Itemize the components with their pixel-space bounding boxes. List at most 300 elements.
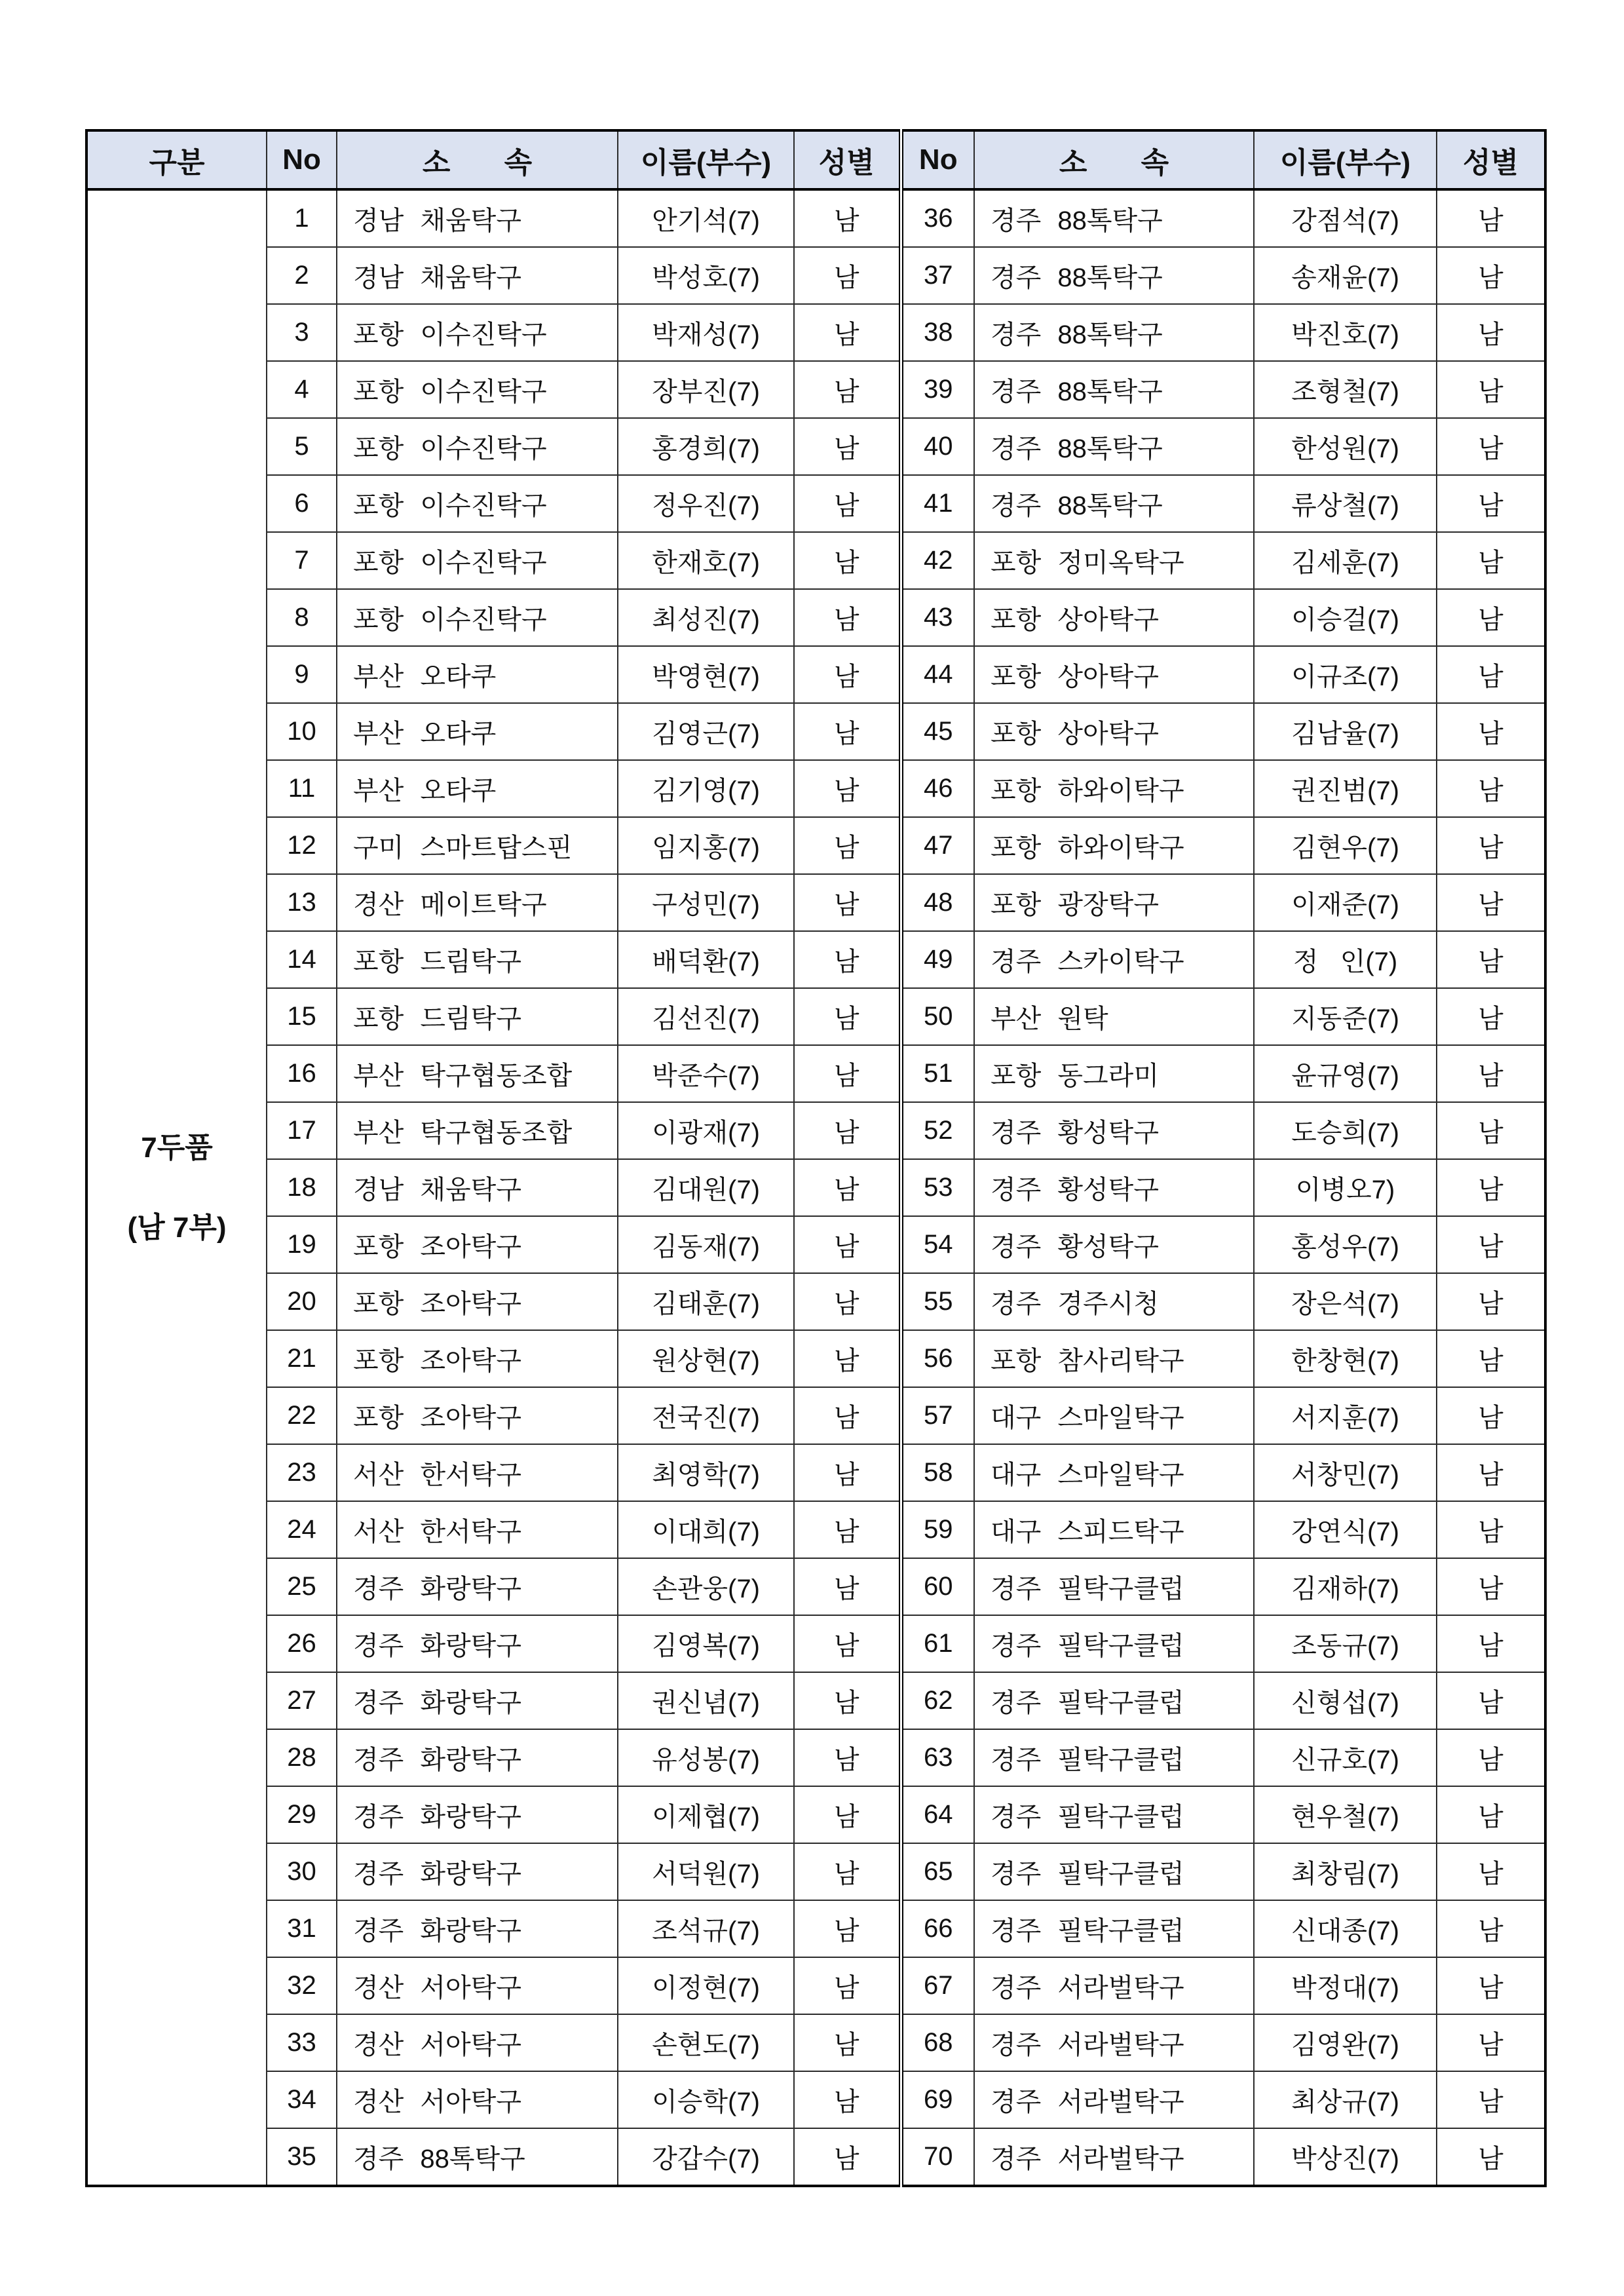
- player-name: 지동준(7): [1254, 988, 1437, 1045]
- player-name: 이재준(7): [1254, 874, 1437, 931]
- row-number: 15: [267, 988, 337, 1045]
- row-number: 47: [901, 817, 974, 874]
- gender-cell: 남: [794, 2128, 901, 2186]
- table-row: [86, 1558, 1545, 1615]
- row-number: 60: [901, 1558, 974, 1615]
- affiliation-cell: 경주 88톡탁구: [974, 189, 1254, 247]
- affiliation-cell: 포항 상아탁구: [974, 703, 1254, 760]
- row-number: 44: [901, 646, 974, 703]
- gender-cell: 남: [794, 418, 901, 475]
- player-name: 김영근(7): [618, 703, 794, 760]
- gender-cell: 남: [794, 589, 901, 646]
- table-row: [86, 247, 1545, 304]
- row-number: 8: [267, 589, 337, 646]
- table-row: [86, 1330, 1545, 1387]
- gender-cell: 남: [1437, 988, 1545, 1045]
- affiliation-cell: 경주 필탁구클럽: [974, 1615, 1254, 1672]
- gender-cell: 남: [794, 1786, 901, 1843]
- table-row: [86, 931, 1545, 988]
- row-number: 1: [267, 189, 337, 247]
- player-name: 송재윤(7): [1254, 247, 1437, 304]
- row-number: 13: [267, 874, 337, 931]
- player-name: 권진범(7): [1254, 760, 1437, 817]
- player-name: 조석규(7): [618, 1900, 794, 1957]
- row-number: 33: [267, 2014, 337, 2071]
- player-name: 신형섭(7): [1254, 1672, 1437, 1729]
- category-cell: [86, 189, 267, 2186]
- gender-cell: 남: [1437, 1330, 1545, 1387]
- affiliation-cell: 경주 화랑탁구: [337, 1558, 618, 1615]
- player-name: 이제협(7): [618, 1786, 794, 1843]
- gender-cell: 남: [1437, 532, 1545, 589]
- table-row: [86, 1102, 1545, 1159]
- player-name: 홍경희(7): [618, 418, 794, 475]
- row-number: 41: [901, 475, 974, 532]
- table-row: [86, 189, 1545, 247]
- row-number: 4: [267, 361, 337, 418]
- player-name: 윤규영(7): [1254, 1045, 1437, 1102]
- affiliation-cell: 경주 황성탁구: [974, 1102, 1254, 1159]
- player-name: 권신념(7): [618, 1672, 794, 1729]
- table-row: [86, 1273, 1545, 1330]
- table-row: [86, 361, 1545, 418]
- affiliation-cell: 경주 화랑탁구: [337, 1729, 618, 1786]
- row-number: 11: [267, 760, 337, 817]
- table-row: [86, 2071, 1545, 2128]
- row-number: 36: [901, 189, 974, 247]
- affiliation-cell: 경주 88톡탁구: [974, 304, 1254, 361]
- row-number: 46: [901, 760, 974, 817]
- table-row: [86, 1672, 1545, 1729]
- affiliation-cell: 포항 상아탁구: [974, 646, 1254, 703]
- table-row: [86, 589, 1545, 646]
- affiliation-cell: 경주 경주시청: [974, 1273, 1254, 1330]
- player-name: 김기영(7): [618, 760, 794, 817]
- header-category: 구분: [86, 130, 267, 189]
- player-name: 강갑수(7): [618, 2128, 794, 2186]
- row-number: 55: [901, 1273, 974, 1330]
- player-name: 김대원(7): [618, 1159, 794, 1216]
- player-name: 도승희(7): [1254, 1102, 1437, 1159]
- header-gender-left: 성별: [794, 130, 901, 189]
- player-name: 김현우(7): [1254, 817, 1437, 874]
- affiliation-cell: 포항 조아탁구: [337, 1330, 618, 1387]
- affiliation-cell: 포항 하와이탁구: [974, 760, 1254, 817]
- gender-cell: 남: [1437, 2128, 1545, 2186]
- row-number: 43: [901, 589, 974, 646]
- row-number: 68: [901, 2014, 974, 2071]
- player-name: 이승걸(7): [1254, 589, 1437, 646]
- gender-cell: 남: [1437, 1501, 1545, 1558]
- affiliation-cell: 경주 88톡탁구: [974, 361, 1254, 418]
- gender-cell: 남: [794, 1729, 901, 1786]
- row-number: 34: [267, 2071, 337, 2128]
- row-number: 61: [901, 1615, 974, 1672]
- player-name: 임지홍(7): [618, 817, 794, 874]
- affiliation-cell: 포항 이수진탁구: [337, 361, 618, 418]
- player-name: 최상규(7): [1254, 2071, 1437, 2128]
- affiliation-cell: 경남 채움탁구: [337, 189, 618, 247]
- affiliation-cell: 대구 스마일탁구: [974, 1387, 1254, 1444]
- gender-cell: 남: [1437, 1786, 1545, 1843]
- gender-cell: 남: [794, 646, 901, 703]
- player-name: 배덕환(7): [618, 931, 794, 988]
- row-number: 12: [267, 817, 337, 874]
- row-number: 40: [901, 418, 974, 475]
- affiliation-cell: 경주 필탁구클럽: [974, 1558, 1254, 1615]
- gender-cell: 남: [1437, 1900, 1545, 1957]
- table-row: [86, 475, 1545, 532]
- table-row: [86, 1786, 1545, 1843]
- row-number: 66: [901, 1900, 974, 1957]
- affiliation-cell: 부산 오타쿠: [337, 760, 618, 817]
- gender-cell: 남: [1437, 703, 1545, 760]
- row-number: 19: [267, 1216, 337, 1273]
- player-name: 구성민(7): [618, 874, 794, 931]
- row-number: 3: [267, 304, 337, 361]
- affiliation-cell: 경주 화랑탁구: [337, 1786, 618, 1843]
- affiliation-cell: 포항 드림탁구: [337, 988, 618, 1045]
- row-number: 35: [267, 2128, 337, 2186]
- player-name: 김재하(7): [1254, 1558, 1437, 1615]
- affiliation-cell: 경주 서라벌탁구: [974, 1957, 1254, 2014]
- gender-cell: 남: [794, 361, 901, 418]
- row-number: 25: [267, 1558, 337, 1615]
- affiliation-cell: 포항 조아탁구: [337, 1216, 618, 1273]
- player-name: 박성호(7): [618, 247, 794, 304]
- row-number: 16: [267, 1045, 337, 1102]
- player-name: 신규호(7): [1254, 1729, 1437, 1786]
- header-row: [86, 130, 1545, 189]
- player-name: 김남율(7): [1254, 703, 1437, 760]
- player-name: 류상철(7): [1254, 475, 1437, 532]
- affiliation-cell: 경산 서아탁구: [337, 1957, 618, 2014]
- row-number: 17: [267, 1102, 337, 1159]
- row-number: 9: [267, 646, 337, 703]
- row-number: 24: [267, 1501, 337, 1558]
- roster-body: [86, 189, 1545, 2186]
- row-number: 23: [267, 1444, 337, 1501]
- table-row: [86, 304, 1545, 361]
- category-title: 7두품: [141, 1131, 213, 1164]
- gender-cell: 남: [794, 1216, 901, 1273]
- affiliation-cell: 경주 필탁구클럽: [974, 1786, 1254, 1843]
- row-number: 32: [267, 1957, 337, 2014]
- row-number: 58: [901, 1444, 974, 1501]
- player-name: 서덕원(7): [618, 1843, 794, 1900]
- player-name: 손현도(7): [618, 2014, 794, 2071]
- gender-cell: 남: [1437, 1729, 1545, 1786]
- table-row: [86, 1159, 1545, 1216]
- gender-cell: 남: [1437, 931, 1545, 988]
- row-number: 62: [901, 1672, 974, 1729]
- table-row: [86, 874, 1545, 931]
- affiliation-cell: 대구 스피드탁구: [974, 1501, 1254, 1558]
- gender-cell: 남: [1437, 418, 1545, 475]
- gender-cell: 남: [1437, 247, 1545, 304]
- row-number: 31: [267, 1900, 337, 1957]
- player-name: 박영현(7): [618, 646, 794, 703]
- row-number: 51: [901, 1045, 974, 1102]
- affiliation-cell: 경주 88톡탁구: [337, 2128, 618, 2186]
- row-number: 57: [901, 1387, 974, 1444]
- gender-cell: 남: [1437, 2014, 1545, 2071]
- player-name: 전국진(7): [618, 1387, 794, 1444]
- player-name: 유성봉(7): [618, 1729, 794, 1786]
- gender-cell: 남: [1437, 189, 1545, 247]
- player-name: 강연식(7): [1254, 1501, 1437, 1558]
- table-row: [86, 1444, 1545, 1501]
- header-affiliation-right: 소 속: [974, 130, 1254, 189]
- row-number: 38: [901, 304, 974, 361]
- header-gender-right: 성별: [1437, 130, 1545, 189]
- gender-cell: 남: [794, 532, 901, 589]
- row-number: 69: [901, 2071, 974, 2128]
- affiliation-cell: 포항 이수진탁구: [337, 532, 618, 589]
- player-name: 김선진(7): [618, 988, 794, 1045]
- row-number: 29: [267, 1786, 337, 1843]
- affiliation-cell: 포항 이수진탁구: [337, 304, 618, 361]
- player-name: 현우철(7): [1254, 1786, 1437, 1843]
- row-number: 67: [901, 1957, 974, 2014]
- affiliation-cell: 경산 서아탁구: [337, 2014, 618, 2071]
- player-name: 이규조(7): [1254, 646, 1437, 703]
- header-no-left: No: [267, 130, 337, 189]
- category-subtitle: (남 7부): [127, 1211, 227, 1244]
- row-number: 10: [267, 703, 337, 760]
- affiliation-cell: 포항 하와이탁구: [974, 817, 1254, 874]
- affiliation-cell: 경주 화랑탁구: [337, 1615, 618, 1672]
- gender-cell: 남: [1437, 361, 1545, 418]
- player-name: 한성원(7): [1254, 418, 1437, 475]
- table-row: [86, 418, 1545, 475]
- gender-cell: 남: [794, 1330, 901, 1387]
- row-number: 48: [901, 874, 974, 931]
- gender-cell: 남: [794, 1387, 901, 1444]
- row-number: 7: [267, 532, 337, 589]
- gender-cell: 남: [794, 1444, 901, 1501]
- player-name: 김영완(7): [1254, 2014, 1437, 2071]
- player-name: 김동재(7): [618, 1216, 794, 1273]
- gender-cell: 남: [794, 475, 901, 532]
- row-number: 28: [267, 1729, 337, 1786]
- header-name-left: 이름(부수): [618, 130, 794, 189]
- gender-cell: 남: [1437, 1273, 1545, 1330]
- table-row: [86, 1615, 1545, 1672]
- player-name: 이광재(7): [618, 1102, 794, 1159]
- affiliation-cell: 포항 드림탁구: [337, 931, 618, 988]
- gender-cell: 남: [794, 760, 901, 817]
- table-row: [86, 703, 1545, 760]
- player-name: 김세훈(7): [1254, 532, 1437, 589]
- table-row: [86, 760, 1545, 817]
- row-number: 26: [267, 1615, 337, 1672]
- player-name: 최성진(7): [618, 589, 794, 646]
- affiliation-cell: 경남 채움탁구: [337, 247, 618, 304]
- row-number: 64: [901, 1786, 974, 1843]
- gender-cell: 남: [794, 1501, 901, 1558]
- gender-cell: 남: [794, 1615, 901, 1672]
- row-number: 39: [901, 361, 974, 418]
- player-name: 김태훈(7): [618, 1273, 794, 1330]
- table-row: [86, 2128, 1545, 2186]
- player-name: 한창현(7): [1254, 1330, 1437, 1387]
- player-name: 박준수(7): [618, 1045, 794, 1102]
- affiliation-cell: 서산 한서탁구: [337, 1444, 618, 1501]
- affiliation-cell: 포항 참사리탁구: [974, 1330, 1254, 1387]
- gender-cell: 남: [794, 931, 901, 988]
- table-row: [86, 988, 1545, 1045]
- affiliation-cell: 경주 황성탁구: [974, 1159, 1254, 1216]
- gender-cell: 남: [794, 1957, 901, 2014]
- table-row: [86, 817, 1545, 874]
- gender-cell: 남: [1437, 2071, 1545, 2128]
- affiliation-cell: 포항 이수진탁구: [337, 589, 618, 646]
- gender-cell: 남: [1437, 1159, 1545, 1216]
- table-row: [86, 2014, 1545, 2071]
- row-number: 6: [267, 475, 337, 532]
- row-number: 5: [267, 418, 337, 475]
- player-name: 박정대(7): [1254, 1957, 1437, 2014]
- affiliation-cell: 경주 필탁구클럽: [974, 1843, 1254, 1900]
- gender-cell: 남: [794, 2014, 901, 2071]
- row-number: 49: [901, 931, 974, 988]
- player-name: 김영복(7): [618, 1615, 794, 1672]
- gender-cell: 남: [794, 1102, 901, 1159]
- affiliation-cell: 대구 스마일탁구: [974, 1444, 1254, 1501]
- gender-cell: 남: [794, 1045, 901, 1102]
- player-name: 한재호(7): [618, 532, 794, 589]
- row-number: 2: [267, 247, 337, 304]
- player-name: 박상진(7): [1254, 2128, 1437, 2186]
- table-row: [86, 1843, 1545, 1900]
- header-name-right: 이름(부수): [1254, 130, 1437, 189]
- row-number: 37: [901, 247, 974, 304]
- row-number: 20: [267, 1273, 337, 1330]
- player-name: 최창림(7): [1254, 1843, 1437, 1900]
- affiliation-cell: 경남 채움탁구: [337, 1159, 618, 1216]
- affiliation-cell: 경산 서아탁구: [337, 2071, 618, 2128]
- affiliation-cell: 부산 오타쿠: [337, 703, 618, 760]
- player-name: 장부진(7): [618, 361, 794, 418]
- player-name: 서지훈(7): [1254, 1387, 1437, 1444]
- gender-cell: 남: [794, 1672, 901, 1729]
- gender-cell: 남: [794, 189, 901, 247]
- player-name: 안기석(7): [618, 189, 794, 247]
- affiliation-cell: 부산 원탁: [974, 988, 1254, 1045]
- affiliation-cell: 포항 이수진탁구: [337, 475, 618, 532]
- table-row: [86, 646, 1545, 703]
- row-number: 63: [901, 1729, 974, 1786]
- affiliation-cell: 포항 정미옥탁구: [974, 532, 1254, 589]
- gender-cell: 남: [794, 2071, 901, 2128]
- affiliation-cell: 경주 화랑탁구: [337, 1843, 618, 1900]
- gender-cell: 남: [794, 874, 901, 931]
- player-name: 이병오7): [1254, 1159, 1437, 1216]
- row-number: 22: [267, 1387, 337, 1444]
- player-name: 박진호(7): [1254, 304, 1437, 361]
- player-name: 박재성(7): [618, 304, 794, 361]
- player-name: 정우진(7): [618, 475, 794, 532]
- row-number: 18: [267, 1159, 337, 1216]
- gender-cell: 남: [1437, 1102, 1545, 1159]
- affiliation-cell: 경주 필탁구클럽: [974, 1729, 1254, 1786]
- row-number: 53: [901, 1159, 974, 1216]
- gender-cell: 남: [794, 247, 901, 304]
- table-row: [86, 1501, 1545, 1558]
- header-affiliation-left: 소 속: [337, 130, 618, 189]
- row-number: 21: [267, 1330, 337, 1387]
- player-name: 조동규(7): [1254, 1615, 1437, 1672]
- player-name: 정 인(7): [1254, 931, 1437, 988]
- gender-cell: 남: [794, 1900, 901, 1957]
- affiliation-cell: 경주 화랑탁구: [337, 1672, 618, 1729]
- gender-cell: 남: [1437, 1672, 1545, 1729]
- gender-cell: 남: [1437, 646, 1545, 703]
- gender-cell: 남: [1437, 1558, 1545, 1615]
- player-name: 이정현(7): [618, 1957, 794, 2014]
- affiliation-cell: 부산 탁구협동조합: [337, 1045, 618, 1102]
- gender-cell: 남: [794, 1273, 901, 1330]
- table-row: [86, 1957, 1545, 2014]
- affiliation-cell: 경주 화랑탁구: [337, 1900, 618, 1957]
- affiliation-cell: 서산 한서탁구: [337, 1501, 618, 1558]
- row-number: 50: [901, 988, 974, 1045]
- gender-cell: 남: [794, 817, 901, 874]
- gender-cell: 남: [1437, 589, 1545, 646]
- table-row: [86, 1729, 1545, 1786]
- row-number: 52: [901, 1102, 974, 1159]
- gender-cell: 남: [1437, 304, 1545, 361]
- player-name: 이승학(7): [618, 2071, 794, 2128]
- affiliation-cell: 경산 메이트탁구: [337, 874, 618, 931]
- affiliation-cell: 경주 88톡탁구: [974, 418, 1254, 475]
- affiliation-cell: 부산 오타쿠: [337, 646, 618, 703]
- gender-cell: 남: [794, 703, 901, 760]
- gender-cell: 남: [1437, 1615, 1545, 1672]
- gender-cell: 남: [1437, 817, 1545, 874]
- gender-cell: 남: [1437, 1843, 1545, 1900]
- gender-cell: 남: [794, 1558, 901, 1615]
- affiliation-cell: 경주 황성탁구: [974, 1216, 1254, 1273]
- affiliation-cell: 포항 조아탁구: [337, 1387, 618, 1444]
- gender-cell: 남: [1437, 1216, 1545, 1273]
- player-name: 최영학(7): [618, 1444, 794, 1501]
- gender-cell: 남: [1437, 874, 1545, 931]
- gender-cell: 남: [1437, 1444, 1545, 1501]
- roster-table: [85, 129, 1547, 2187]
- table-row: [86, 1216, 1545, 1273]
- player-name: 이대희(7): [618, 1501, 794, 1558]
- gender-cell: 남: [794, 1843, 901, 1900]
- affiliation-cell: 구미 스마트탑스핀: [337, 817, 618, 874]
- row-number: 65: [901, 1843, 974, 1900]
- player-name: 손관웅(7): [618, 1558, 794, 1615]
- row-number: 27: [267, 1672, 337, 1729]
- table-row: [86, 532, 1545, 589]
- affiliation-cell: 포항 동그라미: [974, 1045, 1254, 1102]
- header-no-right: No: [901, 130, 974, 189]
- affiliation-cell: 부산 탁구협동조합: [337, 1102, 618, 1159]
- player-name: 강점석(7): [1254, 189, 1437, 247]
- gender-cell: 남: [1437, 1387, 1545, 1444]
- player-name: 신대종(7): [1254, 1900, 1437, 1957]
- gender-cell: 남: [1437, 1957, 1545, 2014]
- affiliation-cell: 포항 광장탁구: [974, 874, 1254, 931]
- table-row: [86, 1045, 1545, 1102]
- gender-cell: 남: [1437, 760, 1545, 817]
- affiliation-cell: 경주 스카이탁구: [974, 931, 1254, 988]
